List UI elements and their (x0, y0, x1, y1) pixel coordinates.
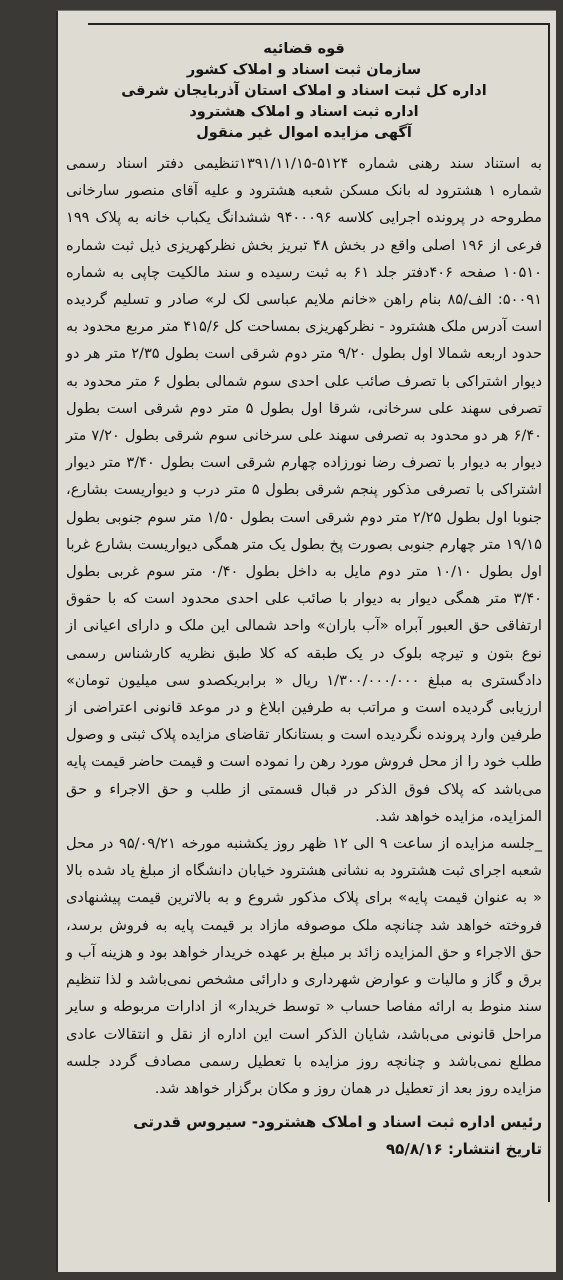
right-border-rule (548, 23, 550, 1202)
notice-title: آگهی مزایده اموال غیر منقول (196, 125, 412, 141)
signature-line: رئیس اداره ثبت اسناد و املاک هشترود- سیروس قدرتی (133, 1113, 542, 1132)
auction-notice (66, 39, 542, 1162)
local-office-heading: اداره ثبت اسناد و املاک هشترود (189, 104, 419, 120)
newspaper-clipping (56, 10, 556, 1272)
organization-heading: سازمان ثبت اسناد و املاک کشور (186, 62, 422, 78)
top-border-rule (88, 23, 550, 25)
auction-session-paragraph: _جلسه مزایده از ساعت ۹ الی ۱۲ ظهر روز یکشنبه مورخه ۹۵/۰۹/۲۱ در محل شعبه اجرای ثبت هشترود به نشانی هشترود خیابان دانشگاه از مبلغ یاد شده بالا « به عنوان قیمت پایه» برای پلاک مذکور شروع و به بالاترین قیمت پیشنهادی فروخته خواهد شد چنانچه ملک موصوفه مازاد بر قیمت پایه به فروش برسد، حق الاجراء و حق المزایده زائد بر مبلغ بر عهده خریدار خواهد بود و هزینه آب و برق و گاز و مالیات و عوارض شهرداری و دارائی مشخص نمی‌باشد و لذا تنظیم سند منوط به ارائه مفاصا حساب « توسط خریدار» از ادارات مربوطه و سایر مراحل قانونی می‌باشد، شایان الذکر است این اداره از نقل و انتقالات عادی مطلع نمی‌باشد و چنانچه روز مزایده با تعطیل رسمی مصادف گردد جلسه مزایده روز بعد از تعطیل در همان روز و مکان برگزار خواهد شد. (66, 835, 542, 1097)
judiciary-heading: قوه قضائیه (263, 41, 345, 57)
notice-body-paragraph: به استناد سند رهنی شماره ۵۱۲۴-۱۳۹۱/۱۱/۱۵تنظیمی دفتر اسناد رسمی شماره ۱ هشترود له بانک مسکن شعبه هشترود و علیه آقای منصور سارخانی مطروحه در پرونده اجرایی کلاسه ۹۴۰۰۰۹۶ ششدانگ یکباب خانه به پلاک ۱۹۹ فرعی از ۱۹۶ اصلی واقع در بخش ۴۸ تبریز بخش نظرکهریزی ذیل ثبت شماره ۱۰۵۱۰ صفحه ۴۰۶دفتر جلد ۶۱ به ثبت رسیده و سند مالکیت چاپی به شماره ۵۰۰۹۱: الف/۸۵ بنام راهن «خانم ملایم عباسی لک لر» صادر و تسلیم گردیده است آدرس ملک هشترود - نظرکهریزی بمساحت کل ۴۱۵/۶ متر مربع محدود به حدود اربعه شمالا اول بطول ۹/۲۰ متر دوم شرقی است بطول ۲/۳۵ متر هر دو دیوار اشتراکی با تصرف صائب علی احدی سوم شمالی بطول ۶ متر محدود به تصرفی سهند علی سرخانی، شرقا اول بطول ۵ متر دوم شرقی است بطول ۶/۴۰ هر دو محدود به تصرفی سهند علی سرخانی سوم شرقی بطول ۷/۲۰ متر دیوار به دیوار با تصرف رضا نورزاده چهارم شرقی است بطول ۳/۴۰ متر دیوار اشتراکی با تصرفی مذکور پنجم شرقی بطول ۵ متر درب و دیواریست بشارع، جنوبا اول بطول ۲/۲۵ متر دوم شرقی است بطول ۱/۵۰ متر سوم جنوبی بطول ۱۹/۱۵ متر چهارم جنوبی بصورت پخ بطول یک متر همگی دیواریست بشارع غربا اول بطول ۱۰/۱۰ متر دوم مایل به داخل بطول ۰/۴۰ متر سوم غربی بطول ۳/۴۰ متر همگی دیوار به دیوار با صائب علی احدی محدود است که با حقوق ارتفاقی حق العبور آبراه «آب باران» واحد شمالی این ملک و دارای اعیانی از نوع بتون و تیرچه بلوک در یک طبقه که کلا طبق نظریه کارشناس رسمی دادگستری به مبلغ ۱/۳۰۰/۰۰۰/۰۰۰ ریال « برابریکصدو سی میلیون تومان» ارزیابی گردیده است و مراتب به طرفین ابلاغ و در موعد قانونی اعتراضی از طرفین وارد پرونده نگردیده است و بستانکار تقاضای مزایده پلاک ثبتی و وصول طلب خود را از محل فروش مورد رهن را نموده است و قیمت حاضر قیمت پایه می‌باشد که پلاک فوق الذکر در قبال قسمتی از طلب و حق الاجراء و حق المزایده، مزایده خواهد شد. (66, 155, 542, 825)
publication-date (66, 1136, 542, 1162)
publication-date-value: ۹۵/۸/۱۶ (386, 1140, 443, 1159)
provincial-office-heading: اداره کل ثبت اسناد و املاک استان آذربایجان شرقی (121, 83, 487, 99)
publication-date-label: تاریخ انتشار: (448, 1140, 542, 1159)
